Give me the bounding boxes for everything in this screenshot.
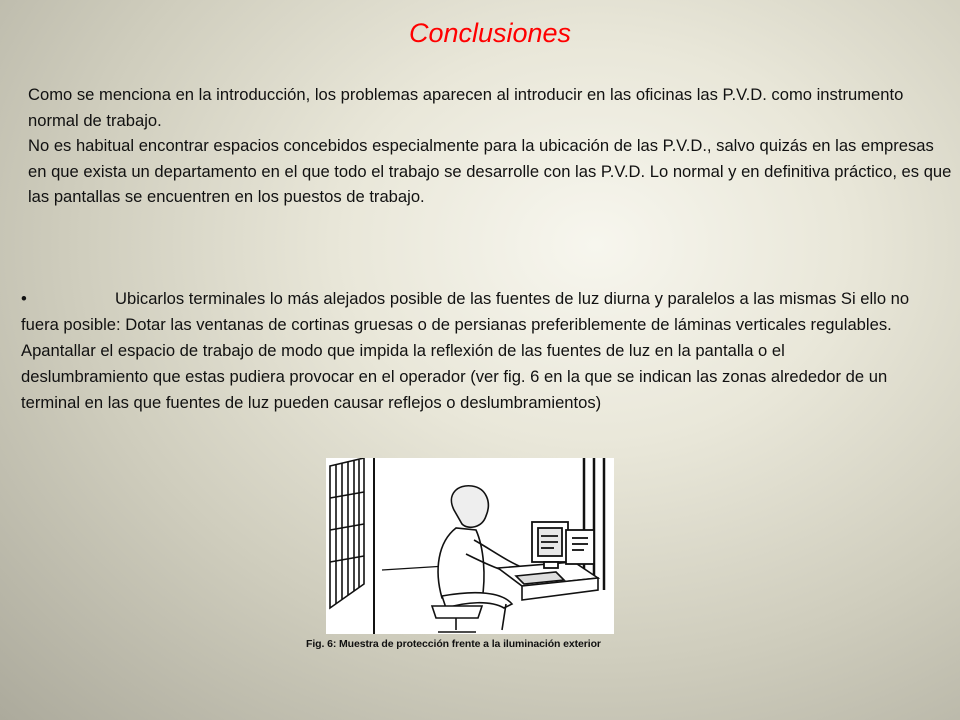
- slide-title: Conclusiones: [408, 18, 572, 48]
- window-with-blinds: [330, 458, 374, 634]
- bullet-text: Ubicarlos terminales lo más alejados posible de las fuentes de luz diurna y paralelos a las mismas Si ello no fuera posible: Dotar las ventanas de cortinas gruesas o de persianas preferiblemente de láminas verticales regulables. Apantallar el espacio de trabajo de modo que impida la reflexión de las fuentes de luz en la pantalla o el deslumbramiento que estas pudiera provocar en el operador (ver fig. 6 en la que se indican las zonas alrededor de un terminal en las que fuentes de luz pueden causar reflejos o deslumbramientos): [21, 289, 910, 412]
- bullet-symbol: •: [21, 289, 27, 308]
- intro-text: [28, 82, 953, 210]
- intro-paragraph-2: No es habitual encontrar espacios concebidos especialmente para la ubicación de las P.V.D., salvo quizás en las empresas en que exista un departamento en el que todo el trabajo se desarrolle con las P.V.D. Lo normal y en definitiva práctico, es que las pantallas se encuentren en los puestos de trabajo.: [28, 136, 952, 206]
- figure-caption: Fig. 6: Muestra de protección frente a la iluminación exterior: [306, 638, 601, 650]
- office-illustration: [326, 458, 614, 634]
- intro-paragraph-1: Como se menciona en la introducción, los problemas aparecen al introducir en las oficinas las P.V.D. como instrumento normal de trabajo.: [28, 85, 904, 130]
- bullet-item: [21, 286, 916, 416]
- person-at-desk: [432, 486, 524, 632]
- figure-image: [326, 458, 614, 634]
